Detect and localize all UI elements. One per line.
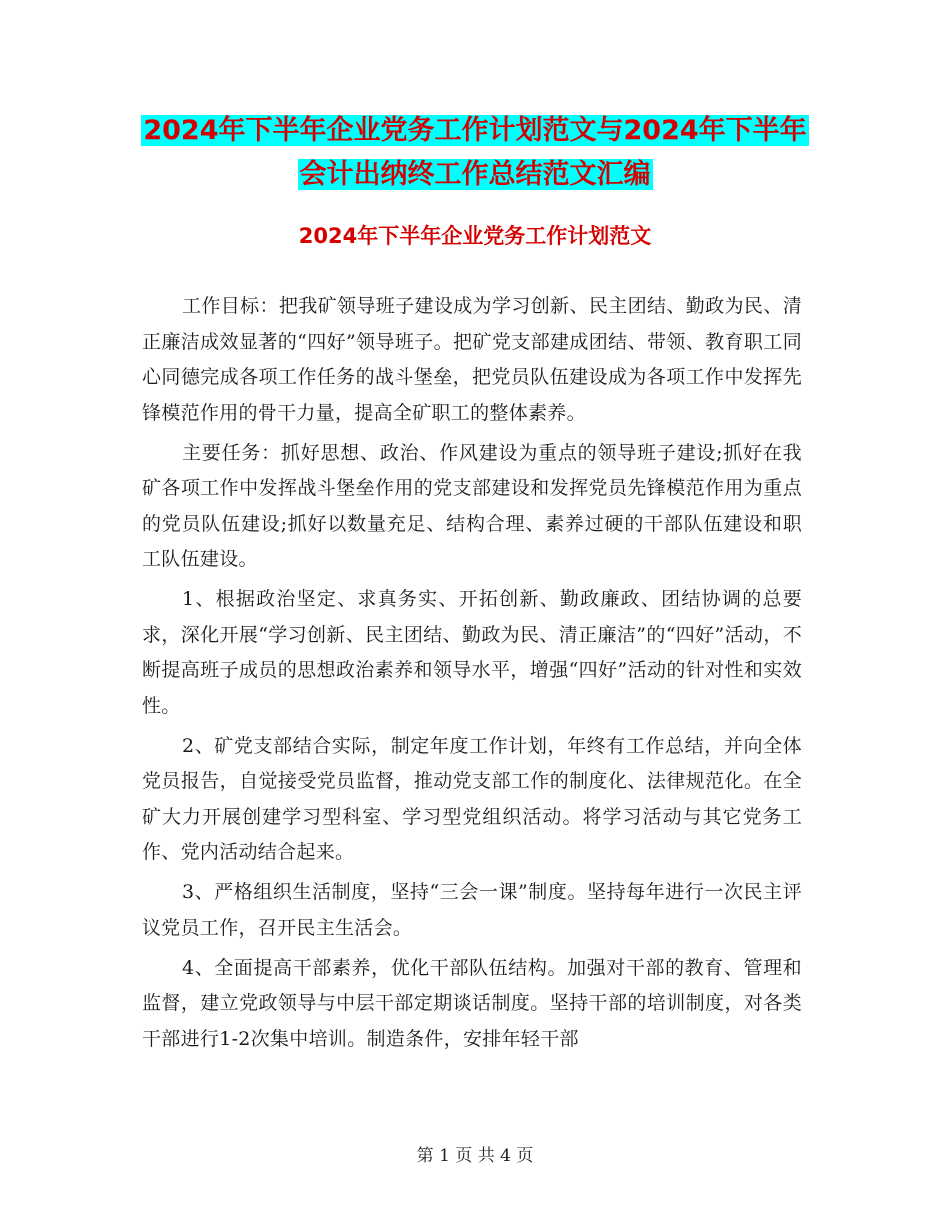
paragraph-work-goal: 工作目标：把我矿领导班子建设成为学习创新、民主团结、勤政为民、清正廉洁成效显著的“四好”领导班子。把矿党支部建成团结、带领、教育职工同心同德完成各项工作任务的战斗堡垒，把党员队伍建设成为各项工作中发挥先锋模范作用的骨干力量，提高全矿职工的整体素养。 [142, 295, 802, 424]
paragraph-item-2: 2、矿党支部结合实际，制定年度工作计划，年终有工作总结，并向全体党员报告，自觉接受党员监督，推动党支部工作的制度化、法律规范化。在全矿大力开展创建学习型科室、学习型党组织活动。将学习活动与其它党务工作、党内活动结合起来。 [142, 734, 802, 863]
paragraph-item-1: 1、根据政治坚定、求真务实、开拓创新、勤政廉政、团结协调的总要求，深化开展“学习创新、民主团结、勤政为民、清正廉洁”的“四好”活动，不断提高班子成员的思想政治素养和领导水平，增强“四好”活动的针对性和实效性。 [142, 588, 802, 717]
document-title-line-2 [0, 152, 950, 198]
page-footer: 第 1 页 共 4 页 [416, 1146, 534, 1166]
paragraph-item-4: 4、全面提高干部素养，优化干部队伍结构。加强对干部的教育、管理和监督，建立党政领导与中层干部定期谈话制度。坚持干部的培训制度，对各类干部进行1-2次集中培训。制造条件，安排年轻干部 [142, 956, 802, 1050]
section-title: 2024年下半年企业党务工作计划范文 [298, 224, 652, 248]
document-title-line-1 [0, 108, 950, 154]
document-title-line-2-text: 会计出纳终工作总结范文汇编 [299, 159, 651, 190]
document-body [142, 289, 802, 1062]
document-title-line-1-text: 2024年下半年企业党务工作计划范文与2024年下半年 [143, 115, 807, 146]
paragraph-item-3: 3、严格组织生活制度，坚持“三会一课”制度。坚持每年进行一次民主评议党员工作，召开民主生活会。 [142, 881, 802, 939]
paragraph-main-tasks: 主要任务：抓好思想、政治、作风建设为重点的领导班子建设;抓好在我矿各项工作中发挥战斗堡垒作用的党支部建设和发挥党员先锋模范作用为重点的党员队伍建设;抓好以数量充足、结构合理、素养过硬的干部队伍建设和职工队伍建设。 [142, 441, 802, 570]
